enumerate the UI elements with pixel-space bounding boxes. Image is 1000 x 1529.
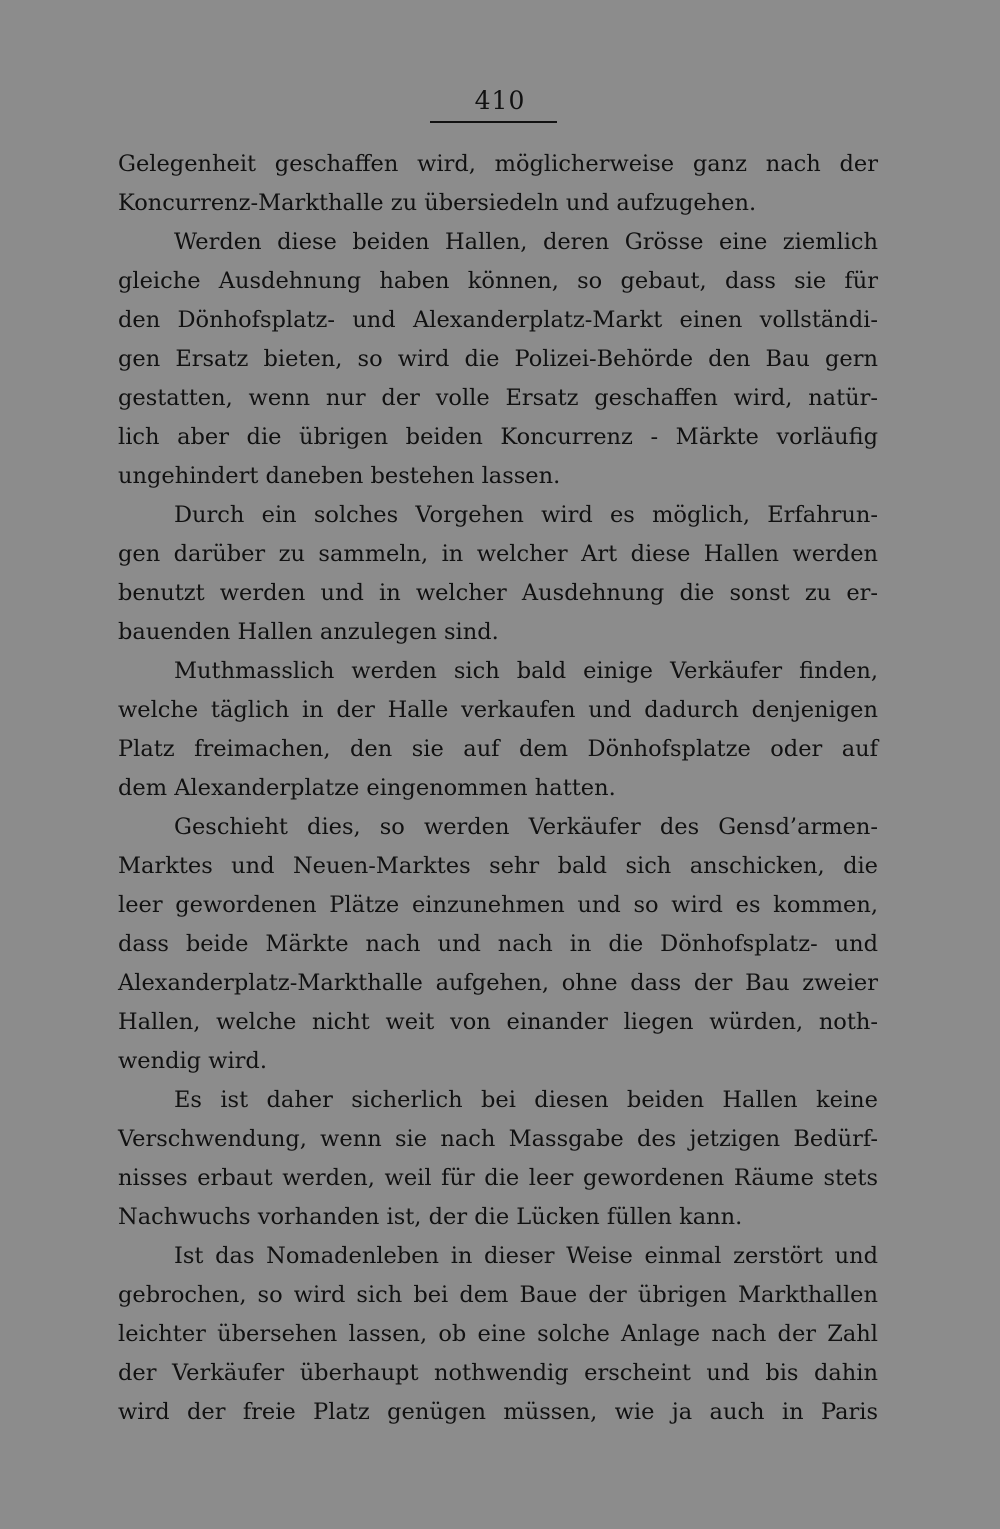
text-line: wendig wird.	[118, 1048, 267, 1074]
paragraph-first-line: Werden diese beiden Hallen, deren Grösse eine ziemlich	[174, 229, 878, 255]
paragraph-first-line: Es ist daher sicherlich bei diesen beiden Hallen keine	[174, 1087, 878, 1113]
text-line: Nachwuchs vorhanden ist, der die Lücken füllen kann.	[118, 1204, 743, 1230]
text-line: Verschwendung, wenn sie nach Massgabe des jetzigen Bedürf-	[118, 1126, 878, 1152]
paragraph-first-line: Durch ein solches Vorgehen wird es möglich, Erfahrun-	[174, 502, 878, 528]
text-line: welche täglich in der Halle verkaufen und dadurch denjenigen	[118, 697, 878, 723]
page-number: 410	[474, 86, 526, 115]
text-line: dem Alexanderplatze eingenommen hatten.	[118, 775, 616, 801]
text-line: der Verkäufer überhaupt nothwendig erscheint und bis dahin	[118, 1360, 878, 1386]
text-line: Gelegenheit geschaffen wird, möglicherweise ganz nach der	[118, 151, 878, 177]
paragraph-first-line: Ist das Nomadenleben in dieser Weise einmal zerstört und	[174, 1243, 878, 1269]
text-line: ungehindert daneben bestehen lassen.	[118, 463, 561, 489]
text-line: wird der freie Platz genügen müssen, wie ja auch in Paris	[118, 1399, 878, 1425]
text-line: Hallen, welche nicht weit von einander liegen würden, noth-	[118, 1009, 878, 1035]
header-rule	[430, 121, 557, 123]
text-line: gen darüber zu sammeln, in welcher Art diese Hallen werden	[118, 541, 878, 567]
text-line: den Dönhofsplatz- und Alexanderplatz-Markt einen vollständi-	[118, 307, 878, 333]
paragraph-first-line: Geschieht dies, so werden Verkäufer des Gensd’armen-	[174, 814, 878, 840]
paragraph-first-line: Muthmasslich werden sich bald einige Verkäufer finden,	[174, 658, 878, 684]
text-line: dass beide Märkte nach und nach in die Dönhofsplatz- und	[118, 931, 878, 957]
text-line: gestatten, wenn nur der volle Ersatz geschaffen wird, natür-	[118, 385, 878, 411]
text-line: Alexanderplatz-Markthalle aufgehen, ohne dass der Bau zweier	[118, 970, 878, 996]
text-line: bauenden Hallen anzulegen sind.	[118, 619, 499, 645]
text-line: lich aber die übrigen beiden Koncurrenz - Märkte vorläufig	[118, 424, 878, 450]
text-line: leer gewordenen Plätze einzunehmen und so wird es kommen,	[118, 892, 878, 918]
text-line: gen Ersatz bieten, so wird die Polizei-Behörde den Bau gern	[118, 346, 878, 372]
text-line: Platz freimachen, den sie auf dem Dönhofsplatze oder auf	[118, 736, 878, 762]
body-text	[118, 145, 878, 1432]
text-line: leichter übersehen lassen, ob eine solche Anlage nach der Zahl	[118, 1321, 878, 1347]
text-line: Marktes und Neuen-Marktes sehr bald sich anschicken, die	[118, 853, 878, 879]
text-line: gebrochen, so wird sich bei dem Baue der übrigen Markthallen	[118, 1282, 878, 1308]
text-line: gleiche Ausdehnung haben können, so gebaut, dass sie für	[118, 268, 878, 294]
text-line: benutzt werden und in welcher Ausdehnung die sonst zu er-	[118, 580, 878, 606]
text-line: nisses erbaut werden, weil für die leer gewordenen Räume stets	[118, 1165, 878, 1191]
text-line: Koncurrenz-Markthalle zu übersiedeln und aufzugehen.	[118, 190, 757, 216]
